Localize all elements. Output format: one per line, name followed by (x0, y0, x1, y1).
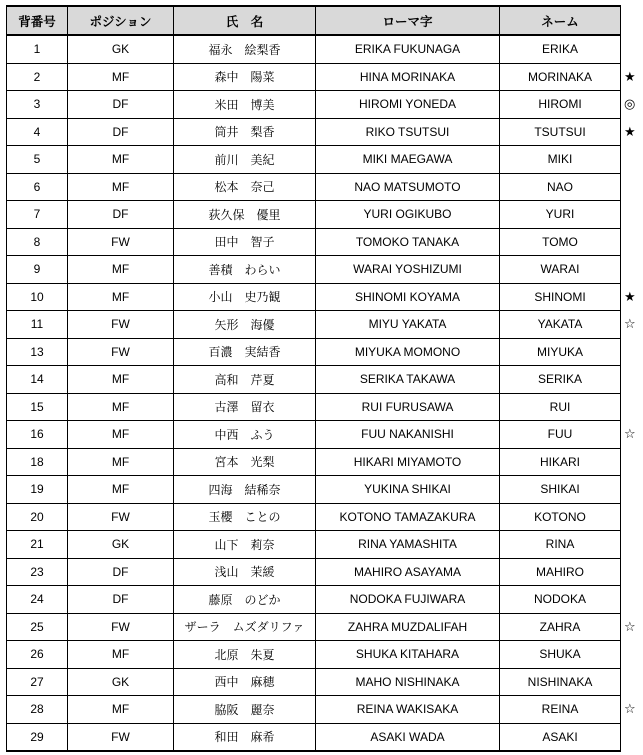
player-nickname: SHIKAI (500, 476, 621, 504)
player-nickname: FUU (500, 421, 621, 449)
player-position: MF (68, 641, 174, 669)
player-romaji: HIROMI YONEDA (316, 91, 500, 119)
player-mark (621, 146, 639, 174)
player-nickname: ZAHRA (500, 613, 621, 641)
player-row (7, 228, 639, 256)
player-row (7, 586, 639, 614)
player-nickname: TSUTSUI (500, 118, 621, 146)
player-number: 24 (7, 586, 68, 614)
player-position: FW (68, 338, 174, 366)
player-row (7, 421, 639, 449)
player-position: FW (68, 311, 174, 339)
player-romaji: MIYUKA MOMONO (316, 338, 500, 366)
player-row (7, 448, 639, 476)
player-nickname: NAO (500, 173, 621, 201)
player-mark (621, 668, 639, 696)
header-romaji: ローマ字 (316, 6, 500, 35)
player-position: MF (68, 63, 174, 91)
player-position: MF (68, 283, 174, 311)
player-row (7, 201, 639, 229)
player-number: 5 (7, 146, 68, 174)
player-name: 山下 莉奈 (174, 531, 316, 559)
player-row (7, 91, 639, 119)
player-row (7, 531, 639, 559)
player-mark (621, 641, 639, 669)
player-nickname: RUI (500, 393, 621, 421)
player-romaji: MAHO NISHINAKA (316, 668, 500, 696)
player-position: MF (68, 476, 174, 504)
player-number: 18 (7, 448, 68, 476)
player-nickname: WARAI (500, 256, 621, 284)
player-romaji: ASAKI WADA (316, 723, 500, 751)
player-romaji: TOMOKO TANAKA (316, 228, 500, 256)
player-row (7, 641, 639, 669)
player-romaji: HINA MORINAKA (316, 63, 500, 91)
player-name: 脇阪 麗奈 (174, 696, 316, 724)
player-number: 15 (7, 393, 68, 421)
player-number: 2 (7, 63, 68, 91)
player-row (7, 476, 639, 504)
player-nickname: TOMO (500, 228, 621, 256)
player-romaji: YUKINA SHIKAI (316, 476, 500, 504)
player-position: GK (68, 531, 174, 559)
player-mark (621, 173, 639, 201)
player-romaji: SERIKA TAKAWA (316, 366, 500, 394)
player-nickname: HIKARI (500, 448, 621, 476)
player-number: 29 (7, 723, 68, 751)
player-position: DF (68, 118, 174, 146)
player-row (7, 393, 639, 421)
player-number: 3 (7, 91, 68, 119)
player-name: 宮本 光梨 (174, 448, 316, 476)
player-nickname: HIROMI (500, 91, 621, 119)
player-name: 西中 麻穂 (174, 668, 316, 696)
player-row (7, 311, 639, 339)
player-name: ザーラ ムズダリファ (174, 613, 316, 641)
player-row (7, 338, 639, 366)
player-position: MF (68, 173, 174, 201)
player-number: 21 (7, 531, 68, 559)
player-position: FW (68, 228, 174, 256)
player-mark: ◎ (624, 96, 636, 112)
player-position: MF (68, 421, 174, 449)
player-number: 26 (7, 641, 68, 669)
player-nickname: MIKI (500, 146, 621, 174)
player-position: DF (68, 91, 174, 119)
header-name: 氏 名 (174, 6, 316, 35)
player-romaji: MAHIRO ASAYAMA (316, 558, 500, 586)
player-mark: ☆ (624, 618, 636, 634)
player-romaji: KOTONO TAMAZAKURA (316, 503, 500, 531)
player-name: 小山 史乃観 (174, 283, 316, 311)
player-nickname: MORINAKA (500, 63, 621, 91)
player-nickname: KOTONO (500, 503, 621, 531)
player-number: 4 (7, 118, 68, 146)
player-row (7, 723, 639, 751)
player-name: 百濃 実結香 (174, 338, 316, 366)
player-name: 田中 智子 (174, 228, 316, 256)
player-name: 松本 奈己 (174, 173, 316, 201)
player-number: 16 (7, 421, 68, 449)
player-number: 11 (7, 311, 68, 339)
player-mark (621, 448, 639, 476)
player-position: MF (68, 366, 174, 394)
player-number: 10 (7, 283, 68, 311)
player-row (7, 283, 639, 311)
player-number: 14 (7, 366, 68, 394)
player-number: 20 (7, 503, 68, 531)
player-nickname: YAKATA (500, 311, 621, 339)
player-nickname: NODOKA (500, 586, 621, 614)
player-mark (621, 586, 639, 614)
player-row (7, 558, 639, 586)
player-name: 米田 博美 (174, 91, 316, 119)
player-name: 筒井 梨香 (174, 118, 316, 146)
player-name: 四海 結稀奈 (174, 476, 316, 504)
player-row (7, 35, 639, 63)
player-nickname: YURI (500, 201, 621, 229)
player-romaji: SHUKA KITAHARA (316, 641, 500, 669)
player-name: 古澤 留衣 (174, 393, 316, 421)
player-row (7, 173, 639, 201)
player-nickname: REINA (500, 696, 621, 724)
player-row (7, 366, 639, 394)
player-number: 7 (7, 201, 68, 229)
player-position: FW (68, 613, 174, 641)
player-number: 19 (7, 476, 68, 504)
player-mark (621, 256, 639, 284)
player-row (7, 63, 639, 91)
player-row (7, 146, 639, 174)
player-mark: ★ (624, 288, 636, 304)
player-romaji: HIKARI MIYAMOTO (316, 448, 500, 476)
player-position: MF (68, 146, 174, 174)
player-romaji: NODOKA FUJIWARA (316, 586, 500, 614)
roster-body (7, 35, 639, 751)
player-mark (621, 228, 639, 256)
player-position: FW (68, 723, 174, 751)
header-position: ポジション (68, 6, 174, 35)
player-position: GK (68, 35, 174, 63)
player-romaji: RUI FURUSAWA (316, 393, 500, 421)
player-name: 北原 朱夏 (174, 641, 316, 669)
player-name: 荻久保 優里 (174, 201, 316, 229)
player-name: 善積 わらい (174, 256, 316, 284)
player-mark: ☆ (624, 316, 636, 332)
player-mark (621, 393, 639, 421)
player-name: 前川 美紀 (174, 146, 316, 174)
player-nickname: ASAKI (500, 723, 621, 751)
player-mark (621, 558, 639, 586)
player-romaji: REINA WAKISAKA (316, 696, 500, 724)
player-number: 13 (7, 338, 68, 366)
player-name: 藤原 のどか (174, 586, 316, 614)
player-romaji: WARAI YOSHIZUMI (316, 256, 500, 284)
player-romaji: RIKO TSUTSUI (316, 118, 500, 146)
player-mark (621, 366, 639, 394)
player-romaji: ZAHRA MUZDALIFAH (316, 613, 500, 641)
player-name: 浅山 茉緩 (174, 558, 316, 586)
player-position: GK (68, 668, 174, 696)
player-name: 高和 芹夏 (174, 366, 316, 394)
player-nickname: SHINOMI (500, 283, 621, 311)
player-romaji: RINA YAMASHITA (316, 531, 500, 559)
player-mark (621, 723, 639, 751)
player-nickname: NISHINAKA (500, 668, 621, 696)
player-row (7, 256, 639, 284)
player-mark: ★ (624, 68, 636, 84)
player-number: 6 (7, 173, 68, 201)
player-name: 森中 陽菜 (174, 63, 316, 91)
player-romaji: FUU NAKANISHI (316, 421, 500, 449)
player-position: MF (68, 256, 174, 284)
player-romaji: YURI OGIKUBO (316, 201, 500, 229)
player-mark (621, 531, 639, 559)
player-mark (621, 201, 639, 229)
header-number: 背番号 (7, 6, 68, 35)
player-nickname: SERIKA (500, 366, 621, 394)
player-position: MF (68, 696, 174, 724)
player-row (7, 118, 639, 146)
player-number: 1 (7, 35, 68, 63)
player-row (7, 613, 639, 641)
header-nickname: ネーム (500, 6, 621, 35)
player-position: FW (68, 503, 174, 531)
player-number: 8 (7, 228, 68, 256)
player-romaji: NAO MATSUMOTO (316, 173, 500, 201)
player-position: MF (68, 393, 174, 421)
player-number: 25 (7, 613, 68, 641)
player-nickname: SHUKA (500, 641, 621, 669)
player-mark (621, 35, 639, 63)
player-name: 福永 絵梨香 (174, 35, 316, 63)
player-position: DF (68, 201, 174, 229)
player-mark (621, 476, 639, 504)
player-mark: ★ (624, 123, 636, 139)
header-row (7, 6, 639, 35)
player-romaji: MIKI MAEGAWA (316, 146, 500, 174)
player-row (7, 503, 639, 531)
player-name: 玉櫻 ことの (174, 503, 316, 531)
player-mark (621, 503, 639, 531)
player-nickname: MIYUKA (500, 338, 621, 366)
player-mark: ☆ (624, 426, 636, 442)
player-number: 23 (7, 558, 68, 586)
player-row (7, 696, 639, 724)
player-position: DF (68, 558, 174, 586)
player-number: 9 (7, 256, 68, 284)
player-name: 中西 ふう (174, 421, 316, 449)
player-position: MF (68, 448, 174, 476)
header-mark-spacer (621, 6, 639, 35)
player-romaji: SHINOMI KOYAMA (316, 283, 500, 311)
player-mark (621, 338, 639, 366)
player-romaji: MIYU YAKATA (316, 311, 500, 339)
player-number: 27 (7, 668, 68, 696)
player-name: 和田 麻希 (174, 723, 316, 751)
player-position: DF (68, 586, 174, 614)
player-nickname: ERIKA (500, 35, 621, 63)
player-row (7, 668, 639, 696)
player-nickname: RINA (500, 531, 621, 559)
player-roster-table (6, 5, 639, 752)
player-name: 矢形 海優 (174, 311, 316, 339)
player-number: 28 (7, 696, 68, 724)
player-romaji: ERIKA FUKUNAGA (316, 35, 500, 63)
player-mark: ☆ (624, 701, 636, 717)
player-nickname: MAHIRO (500, 558, 621, 586)
